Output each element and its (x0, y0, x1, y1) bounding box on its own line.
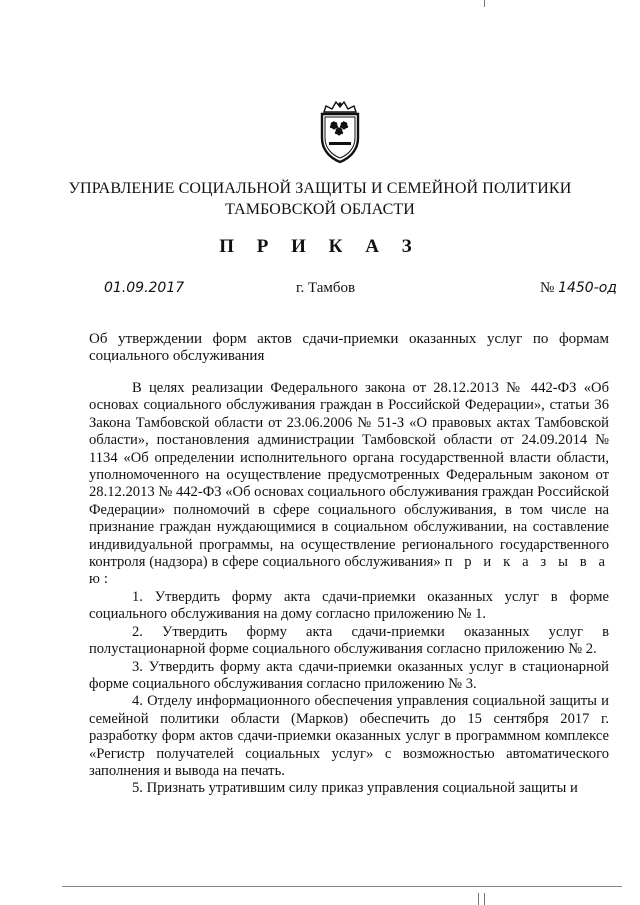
order-title: П Р И К А З (219, 236, 421, 257)
order-word: п р и к а з ы в а ю: (89, 554, 610, 588)
order-item: 5. Признать утратившим силу приказ управления социальной защиты и (132, 780, 578, 797)
preamble-paragraph (89, 380, 609, 589)
order-item: 4. Отделу информационного обеспечения управления социальной защиты и семейной политики области (Марков) обеспечить до 15 сентября 2017 г. разработку форм актов сдачи-приемки оказанных услуг в программном комплексе «Регистр получателей социальных услуг» с возможностью автоматического заполнения и вывода на печать. (89, 693, 609, 779)
order-item: 3. Утвердить форму акта сдачи-приемки оказанных услуг в стационарной форме социального обслуживания согласно приложению № 3. (89, 658, 609, 692)
order-subject: Об утверждении форм актов сдачи-приемки оказанных услуг по формам социального обслуживания (89, 331, 609, 364)
order-item: 1. Утвердить форму акта сдачи-приемки оказанных услуг в форме социального обслуживания на дому согласно приложению № 1. (89, 588, 609, 623)
order-body (89, 380, 609, 798)
coat-of-arms-emblem (312, 98, 368, 166)
order-number-value: 1450-од (558, 280, 617, 296)
order-item: 2. Утвердить форму акта сдачи-приемки оказанных услуг в полустационарной форме социального обслуживания согласно приложению № 2. (89, 623, 609, 658)
order-number-prefix: № (540, 280, 555, 296)
organization-name: УПРАВЛЕНИЕ СОЦИАЛЬНОЙ ЗАЩИТЫ И СЕМЕЙНОЙ ПОЛИТИКИ ТАМБОВСКОЙ ОБЛАСТИ (68, 180, 572, 218)
order-city: г. Тамбов (296, 280, 356, 296)
scan-mark (484, 893, 485, 905)
scan-mark (478, 893, 479, 905)
preamble-text: В целях реализации Федерального закона от 28.12.2013 № 442-ФЗ «Об основах социального обслуживания граждан в Российской Федерации», статьи 36 Закона Тамбовской области от 23.06.2006 № 51-З «О правовых актах Тамбовской области», постановления администрации Тамбовской области от 24.09.2014 № 1134 «Об определении исполнительного органа государственной власти области, уполномоченного на осуществление предусмотренных Федеральным законом от 28.12.2013 № 442-ФЗ «Об основах социального обслуживания граждан Российской Федерации» полномочий в сфере социального обслуживания, в том числе на признание граждан нуждающимися в социальном обслуживании, на составление индивидуальной программы, на осуществление регионального государственного контроля (надзора) в сфере социального обслуживания» (89, 380, 609, 571)
scan-mark (484, 0, 485, 7)
scan-edge-line (62, 886, 622, 887)
order-number (540, 280, 617, 297)
order-date: 01.09.2017 (104, 280, 185, 296)
